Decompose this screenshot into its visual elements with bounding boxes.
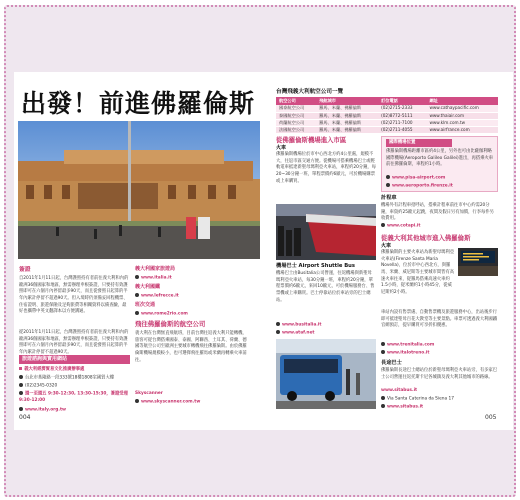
airlines-heading: 飛往佛羅倫斯的航空公司	[135, 320, 206, 328]
rail-heading: 從義大利其他城市進入佛羅倫斯	[381, 234, 471, 242]
table-row: 法國航空公司 羅馬、米蘭、佛羅倫斯 (02)2711-4055 www.airfrance.com	[276, 126, 498, 133]
airport-box-heading: 國際機場位置	[386, 139, 452, 147]
table-header: 航空公司	[276, 97, 316, 105]
table-row: 泰國航空公司 羅馬、米蘭、佛羅倫斯 (02)8772-5111 www.thaiair.com	[276, 112, 498, 119]
globe-icon	[276, 322, 280, 326]
cotapi-link[interactable]: www.cotapi.it	[381, 223, 420, 230]
sitabus-link[interactable]: www.sitabus.it	[381, 404, 423, 411]
visa-more-body: 從2011年1月11日起，台灣護照持有者前往義大利和內的歐洲36個國家和地區，無需辦理申根簽證，只要持有效護照即可在六個月內停留最多90天，而且從發照日起算的半年內累計停留不超過90天。	[19, 330, 129, 355]
table-header: 訂位電話	[378, 97, 426, 105]
visa-heading: 簽證	[19, 267, 31, 273]
visa-body: 自2011年1月11日起，台灣護照持有者前往義大利和內的歐洲36個國家和地區，無需辦理申根簽證，只要持有效護照即可在六個月內停留最多90天，而且從發照日起算的半年內累計停留不超過90天。但入境時仍須備妥回程機票、住宿證明、旅遊保險及足夠旅費等相關資料以備查驗，最好也攜帶中英文翻譯本以方便溝通。	[19, 276, 129, 315]
busitalia-link[interactable]: www.busitalia.it	[276, 322, 321, 329]
map-pin-icon	[19, 375, 23, 379]
globe-icon	[19, 407, 23, 411]
square-bullet-icon	[19, 367, 22, 370]
globe-icon	[135, 275, 139, 279]
globe-icon	[135, 293, 139, 297]
airport-body: 佛羅倫斯機場位於市中心西北方約4公里處，規模不大，往返市區交通方便。從機場可搭乘機場巴士或輕軌電車抵達新聖母瑪利亞火車站，車程約20分鐘，每20~30分鐘一班，單程票價約6歐元，可於機場購票或上車購買。	[276, 152, 376, 184]
skyscanner-link[interactable]: www.skyscanner.com.tw	[135, 399, 200, 406]
coach-body: 佛羅倫斯長途巴士總站位於新聖母瑪利亞火車站旁，有多家巴士公司營運往返托斯卡尼各城鎮及義大利其他城市的路線。	[381, 368, 498, 380]
photo-departure-board	[458, 248, 498, 276]
globe-icon	[381, 223, 385, 227]
globe-icon	[276, 330, 280, 334]
airlines-body: 義大利在台灣無直飛航班，目前台灣往返義大利只能轉機，旅客可從台灣搭乘國泰、泰國、阿聯酋、土耳其、荷蘭、德國等航空公司至歐洲主要城市轉機飛往佛羅倫斯。由於佛羅倫斯機場規模較小，也可選擇飛往羅馬或米蘭再轉乘火車前往。	[135, 331, 247, 363]
office-address: 台北市基隆路一段333號18樓1808室國貿大樓	[19, 375, 114, 382]
phone-icon	[19, 383, 23, 387]
photo-train-platform	[276, 204, 376, 260]
globe-icon	[381, 404, 385, 408]
ataf-link[interactable]: www.ataf.net	[276, 330, 314, 337]
lefrecce-link[interactable]: www.lefrecce.it	[135, 293, 179, 300]
globe-icon	[135, 311, 139, 315]
photo-shuttle-bus	[276, 339, 376, 409]
page-title: 出發！前進佛羅倫斯	[21, 89, 256, 118]
taxi-body: 機場外有計程車招呼站，搭乘計程車前往市中心約需20分鐘，車資約25歐元起跳，夜間及假日另有加價，行李每件另收費用。	[381, 203, 494, 222]
rome2rio-link[interactable]: www.rome2rio.com	[135, 311, 188, 318]
office-hours: 週一至週五 9:30-12:30, 13:30-15:30，簽證受理 9:30-12:00	[19, 391, 128, 404]
globe-icon	[381, 350, 385, 354]
coach-address: Via Santa Caterina da Siena 17	[381, 396, 454, 403]
table-row: 國泰航空公司 羅馬、米蘭、佛羅倫斯 (02)2715-2333 www.cathaypacific.com	[276, 105, 498, 112]
bus-body: 機場巴士由Busitalia公司營運，往返機場與新聖母瑪利亞火車站，每30分鐘一班，車程約20分鐘，單程票價約6歐元，來回10歐元，可於機場服務台、售票機或上車購買。巴士停靠站位於車站旁的巴士總站。	[276, 271, 375, 303]
globe-icon	[386, 175, 390, 179]
skyscanner-label: Skyscanner	[135, 391, 163, 396]
page-number-left: 004	[19, 414, 31, 421]
office-phone: (02)2345-0320	[19, 383, 57, 390]
taxi-heading: 計程車	[381, 195, 397, 201]
globe-icon	[386, 183, 390, 187]
rail-body-2: 車站內設有售票處、自動售票機及旅遊服務中心，出站後步行即可抵達聖母百花大教堂等主要景點。車票可透過義大利國鐵官網預訂，提早購買可享折扣優惠。	[381, 310, 498, 329]
office-website-link[interactable]: www.italy.org.tw	[19, 407, 66, 414]
coach-heading: 長途巴士	[381, 360, 402, 366]
pisa-airport-link[interactable]: www.pisa-airport.com	[386, 175, 445, 182]
rail-train-subheading: 火車	[381, 243, 392, 249]
airline-table	[276, 97, 498, 134]
italotreno-link[interactable]: www.italotreno.it	[381, 350, 429, 357]
train-subheading: 火車	[276, 145, 287, 151]
trenitalia-link[interactable]: www.trenitalia.com	[381, 342, 434, 349]
office-name: 義大利經濟貿易文化推廣辦事處	[19, 367, 84, 373]
clock-icon	[19, 391, 23, 395]
airport-box-body: 佛羅倫斯機場距離市區約4公里，另外也可由比薩伽利略國際機場(Aeroporto Galileo Galilei)進出，再搭乘火車前往佛羅倫斯，車程約1小時。	[386, 149, 494, 168]
transport-schedule-heading: 班次交通	[135, 302, 156, 308]
table-row: 荷蘭航空公司 羅馬、米蘭、佛羅倫斯 (02)2711-7100 www.klm.com.tw	[276, 119, 498, 126]
table-header: 飛航城市	[316, 97, 378, 105]
table-header: 網址	[426, 97, 498, 105]
railway-heading: 義大利國鐵	[135, 284, 161, 290]
map-pin-icon	[381, 396, 385, 400]
italia-link[interactable]: www.italia.it	[135, 275, 172, 282]
rail-body: 佛羅倫斯的主要火車站為新聖母瑪利亞火車站(Firenze Santa Maria Novella)，位於市中心西北方，與羅馬、米蘭、威尼斯等主要城市間皆有高速火車往來，從羅馬搭乘高速火車約1.5小時，從米蘭約1小時45分，從威尼斯約2小時。	[381, 250, 455, 295]
office-heading-bar: 旅遊諮詢與實用網站	[19, 355, 130, 364]
tourism-board-heading: 義大利國家旅遊局	[135, 266, 176, 272]
bus-heading: 機場巴士 Airport Shuttle Bus	[276, 263, 355, 269]
airport-to-city-heading: 從佛羅倫斯機場進入市區	[276, 136, 347, 144]
photo-santa-maria-novella-station	[18, 121, 260, 259]
airline-table-title: 台灣飛義大利航空公司一覽	[276, 89, 344, 95]
globe-icon	[135, 399, 139, 403]
page-number-right: 005	[485, 414, 497, 421]
globe-icon	[381, 342, 385, 346]
firenze-airport-link[interactable]: www.aeroporto.firenze.it	[386, 183, 453, 190]
sitabus-label: www.sitabus.it	[381, 388, 418, 393]
